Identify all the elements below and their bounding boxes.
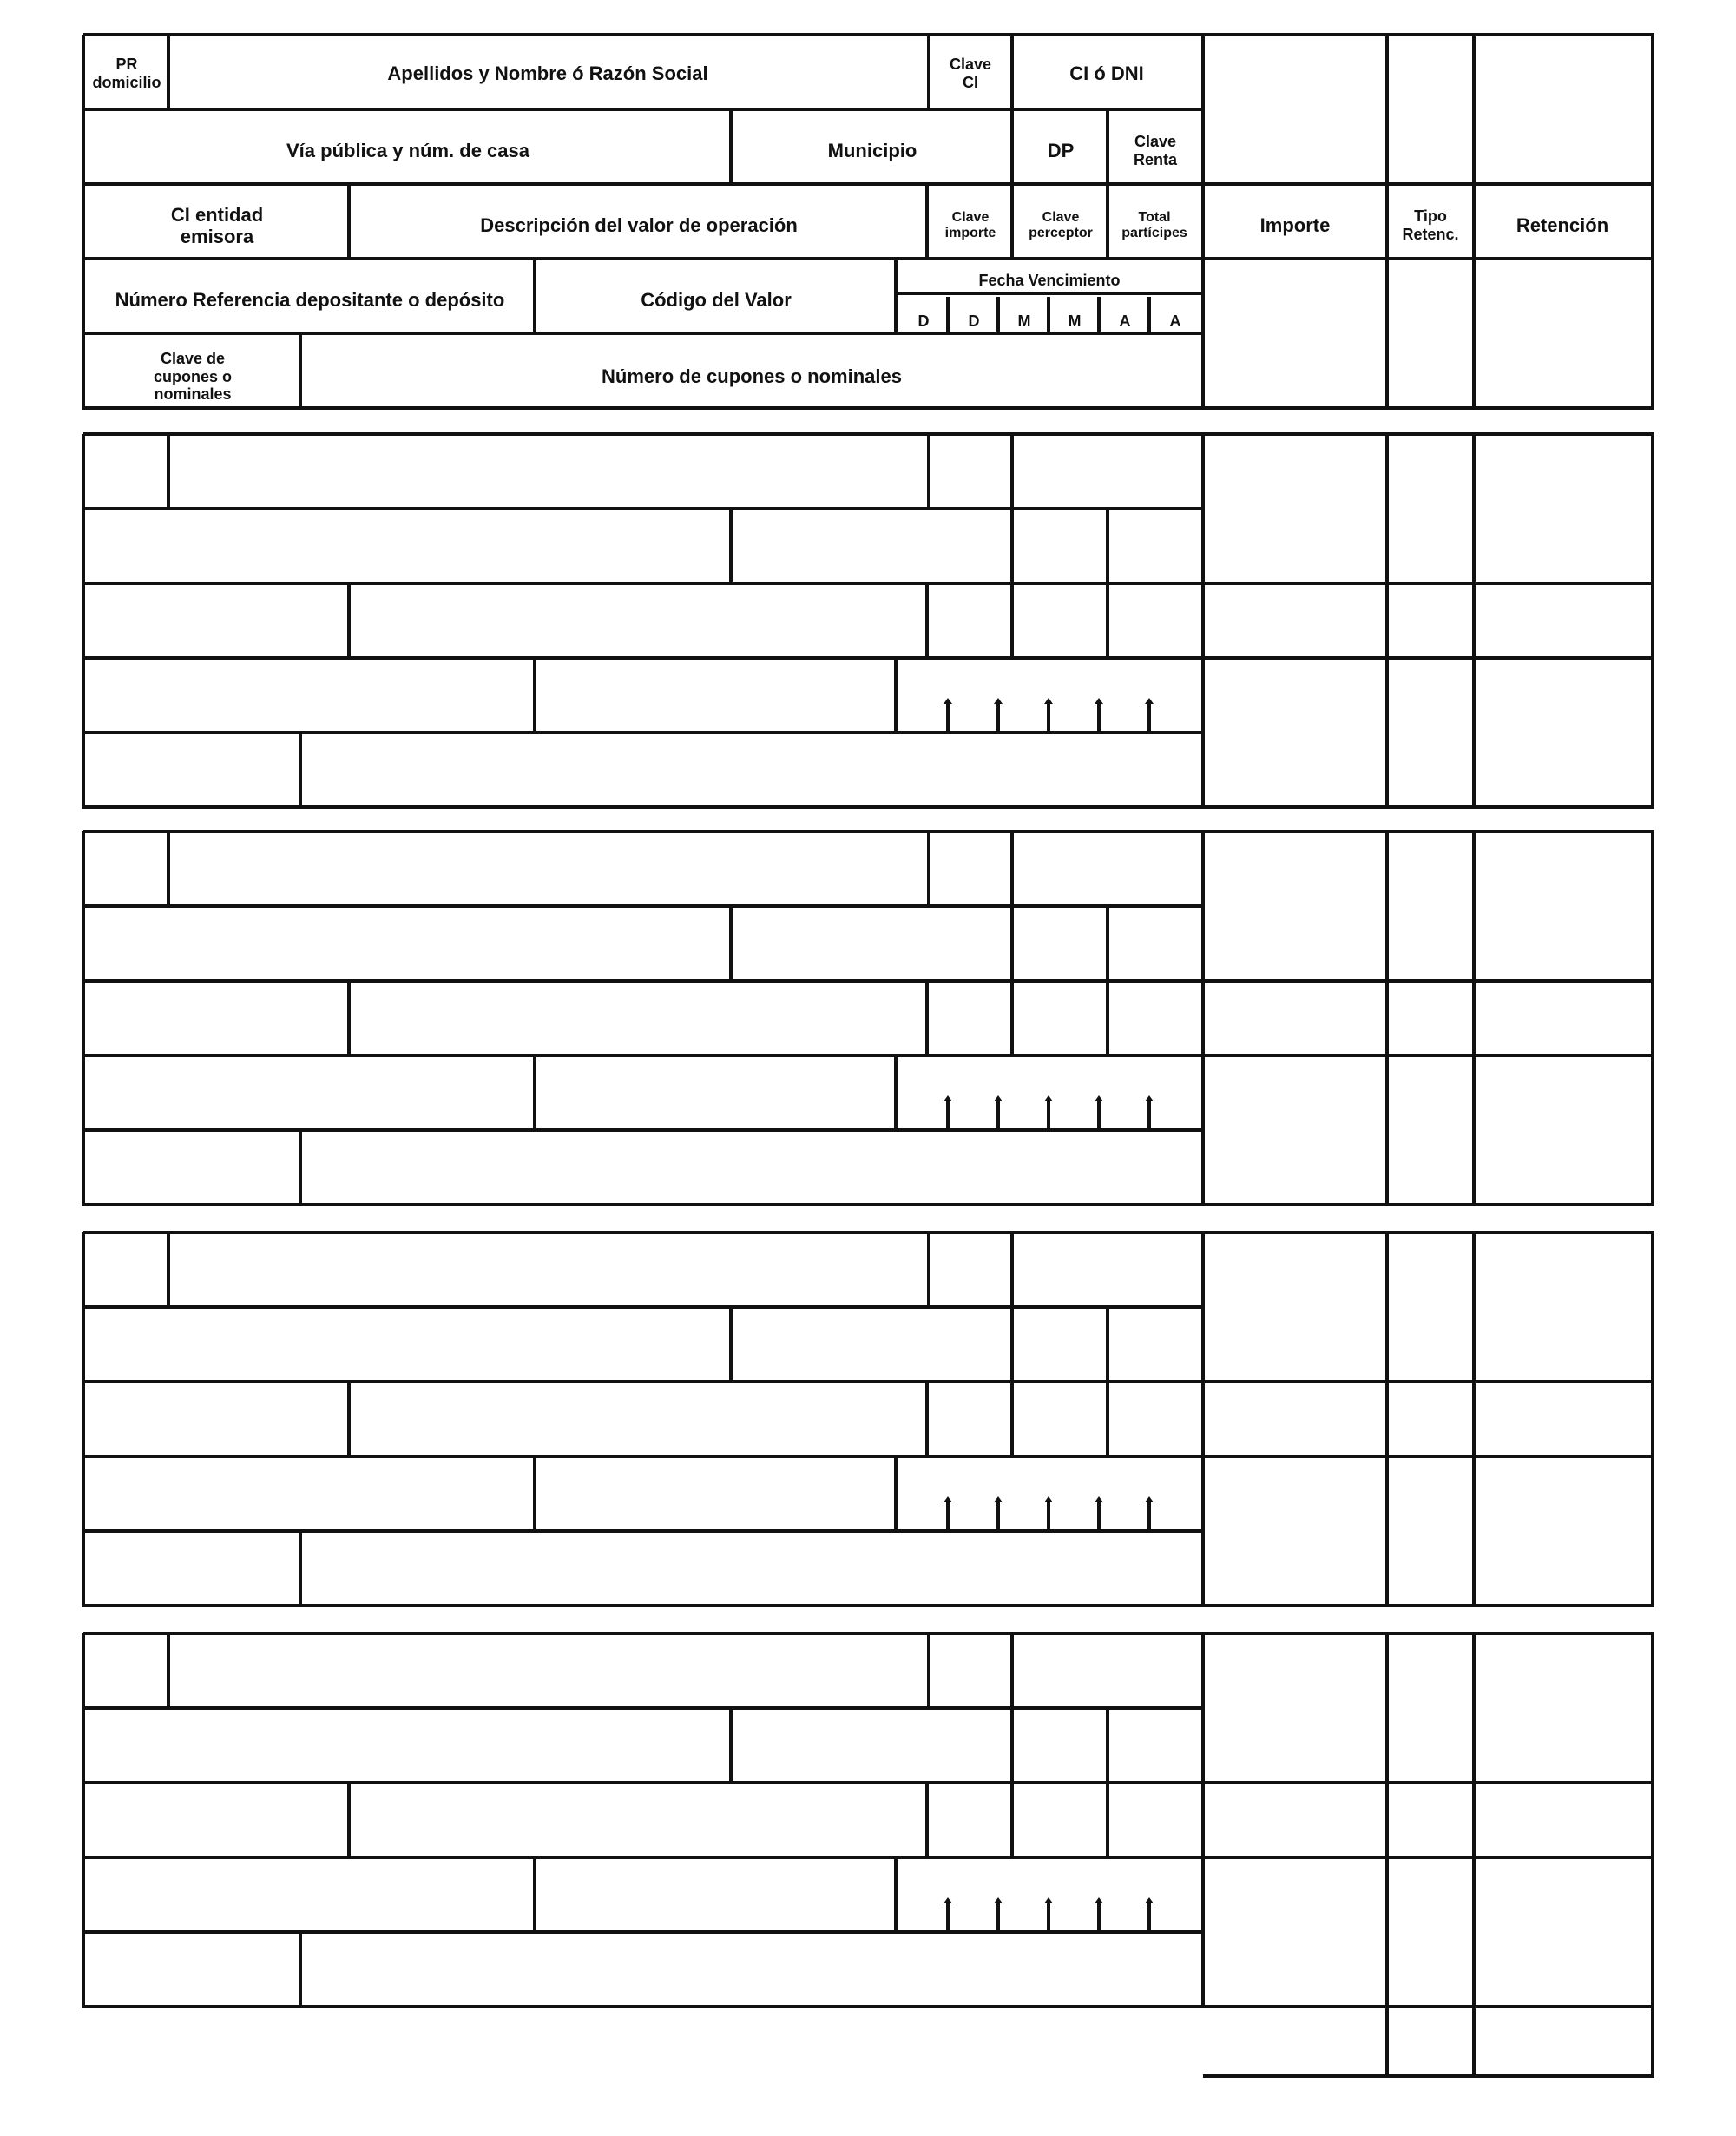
date-letter-d2: D [968,312,980,330]
entry-4-importe-field[interactable] [1207,1786,1384,1854]
rule-line [533,658,536,734]
codigo-valor-label: Código del Valor [641,289,792,312]
rule-line [347,1382,351,1458]
rule-line [1106,906,1109,983]
rule-line [1010,831,1014,908]
rule-line [1203,406,1654,410]
entry-4-fecha-vencimiento-field[interactable] [899,1861,1200,1929]
rule-line [1010,109,1014,186]
rule-line [1010,1708,1014,1784]
rule-line [167,434,170,510]
rule-line [83,332,1205,335]
rule-line [927,1633,930,1710]
entry-2-tipo-retenc-field[interactable] [1391,984,1470,1052]
rule-line [894,658,898,734]
rule-line [299,333,302,410]
rule-line [1651,831,1654,1206]
rule-line [83,1231,1205,1234]
rule-line [1010,434,1014,510]
rule-line [1203,2074,1654,2078]
rule-line [82,1633,85,2008]
rule-line [167,35,170,111]
rule-line [1203,805,1654,809]
rule-line [299,1932,302,2008]
entry-1-retencion-field[interactable] [1477,587,1649,654]
numero-referencia-label: Número Referencia depositante o depósito [115,289,505,312]
entry-3-via-publica-field[interactable] [87,1311,731,1378]
entry-1-descripcion-field[interactable] [352,587,924,654]
entry-1-municipio-field[interactable] [734,512,1009,580]
rule-line [925,583,929,660]
entry-4-retencion-field[interactable] [1477,1786,1649,1854]
rule-line [1010,906,1014,983]
rule-line [83,1856,1205,1859]
rule-line [1010,35,1014,111]
rule-line [925,1382,929,1458]
rule-line [925,1783,929,1859]
rule-line [82,434,85,809]
date-divider [996,297,1000,335]
rule-line [83,1930,1205,1934]
rule-line [1651,35,1654,410]
clave-ci-label: Clave CI [949,56,992,91]
rule-line [533,259,536,335]
clave-cupones-label: Clave de cupones o nominales [153,349,232,404]
entry-4-apellidos-field[interactable] [172,1637,925,1705]
rule-line [1010,509,1014,585]
date-letter-m1: M [1017,312,1031,330]
rule-line [1203,1231,1654,1234]
rule-line [1010,1783,1014,1859]
date-divider [1097,297,1101,335]
rule-line [1203,830,1654,833]
rule-line [1010,1232,1014,1309]
entry-1-tipo-retenc-field[interactable] [1391,587,1470,654]
rule-line [927,35,930,111]
rule-line [1010,583,1014,660]
entry-4-tipo-retenc-field[interactable] [1391,1786,1470,1854]
rule-line [167,1232,170,1309]
entry-3-codigo-valor-field[interactable] [538,1460,892,1528]
rule-line [1385,1232,1389,1607]
entry-2-descripcion-field[interactable] [352,984,924,1052]
rule-line [347,1783,351,1859]
tipo-retenc-label: Tipo Retenc. [1402,207,1459,243]
rule-line [83,1054,1205,1057]
date-letter-a1: A [1119,312,1131,330]
rule-line [1106,1382,1109,1458]
date-divider [1147,297,1151,335]
rule-line [1203,33,1654,36]
rule-line [533,1456,536,1533]
rule-line [1651,434,1654,809]
rule-line [533,1857,536,1934]
ci-dni-label: CI ó DNI [1069,62,1144,85]
entry-3-municipio-field[interactable] [734,1311,1009,1378]
rule-line [1106,981,1109,1057]
rule-line [894,1055,898,1132]
rule-line [1472,434,1476,809]
rule-line [83,1604,1205,1607]
apellidos-nombre-label: Apellidos y Nombre ó Razón Social [387,62,708,85]
rule-line [1203,1054,1654,1057]
rule-line [894,259,898,335]
rule-line [83,979,1205,983]
rule-line [1651,1232,1654,1607]
entry-2-via-publica-field[interactable] [87,910,731,977]
entry-2-municipio-field[interactable] [734,910,1009,977]
date-divider [946,297,950,335]
ci-entidad-emisora-label: CI entidad emisora [170,203,264,247]
rule-line [1203,182,1654,186]
rule-line [299,1531,302,1607]
entry-4-via-publica-field[interactable] [87,1712,731,1779]
rule-line [1203,1856,1654,1859]
rule-line [83,1781,1205,1784]
rule-line [1203,1781,1654,1784]
rule-line [83,1529,1205,1533]
rule-line [82,831,85,1206]
rule-line [83,582,1205,585]
entry-3-fecha-vencimiento-field[interactable] [899,1460,1200,1528]
rule-line [1010,1633,1014,1710]
rule-line [1203,1380,1654,1383]
rule-line [1203,979,1654,983]
rule-line [1010,981,1014,1057]
rule-line [1201,1633,1205,2008]
rule-line [894,1456,898,1533]
rule-line [1203,2005,1654,2008]
rule-line [1203,257,1654,260]
rule-line [1106,184,1109,260]
rule-line [533,1055,536,1132]
clave-renta-label: Clave Renta [1133,133,1177,168]
clave-perceptor-label: Clave perceptor [1029,209,1093,240]
entry-4-numero-cupones-field[interactable] [304,1936,1200,2003]
rule-line [1106,509,1109,585]
rule-line [83,2005,1205,2008]
rule-line [925,184,929,260]
rule-line [1203,432,1654,436]
entry-4-codigo-valor-field[interactable] [538,1861,892,1929]
entry-3-numero-cupones-field[interactable] [304,1535,1200,1602]
numero-cupones-label: Número de cupones o nominales [602,365,902,388]
rule-line [1106,583,1109,660]
entry-4-municipio-field[interactable] [734,1712,1009,1779]
entry-2-fecha-vencimiento-field[interactable] [899,1059,1200,1127]
rule-line [83,108,1205,111]
rule-line [1385,434,1389,809]
entry-1-numero-cupones-field[interactable] [304,736,1200,804]
entry-1-fecha-vencimiento-field[interactable] [899,661,1200,729]
rule-line [83,1203,1205,1206]
rule-line [1106,1307,1109,1383]
rule-line [83,182,1205,186]
rule-line [83,656,1205,660]
rule-line [82,35,85,410]
rule-line [83,904,1205,908]
rule-line [1203,1203,1654,1206]
descripcion-valor-label: Descripción del valor de operación [480,214,798,237]
entry-1-codigo-valor-field[interactable] [538,661,892,729]
rule-line [1201,35,1205,410]
rule-line [83,731,1205,734]
rule-line [299,1130,302,1206]
rule-line [1203,582,1654,585]
rule-line [347,184,351,260]
rule-line [83,406,1205,410]
rule-line [1106,109,1109,186]
rule-line [83,33,1205,36]
rule-line [83,830,1205,833]
date-letter-a2: A [1169,312,1181,330]
rule-line [167,831,170,908]
rule-line [927,831,930,908]
entry-1-importe-field[interactable] [1207,587,1384,654]
rule-line [167,1633,170,1710]
date-letter-m2: M [1068,312,1082,330]
rule-line [1106,1708,1109,1784]
rule-line [83,1455,1205,1458]
rule-line [1385,831,1389,1206]
rule-line [1472,35,1476,410]
rule-line [1201,434,1205,809]
rule-line [1010,184,1014,260]
dp-label: DP [1047,140,1075,162]
rule-line [1010,1382,1014,1458]
rule-line [83,1305,1205,1309]
retencion-label: Retención [1516,214,1609,237]
rule-line [83,1632,1205,1635]
pr-domicilio-label: PR domicilio [92,56,161,91]
entry-1-via-publica-field[interactable] [87,512,731,580]
rule-line [83,1706,1205,1710]
entry-3-retencion-field[interactable] [1477,1385,1649,1453]
entry-3-descripcion-field[interactable] [352,1385,924,1453]
entry-2-retencion-field[interactable] [1477,984,1649,1052]
rule-line [82,1232,85,1607]
rule-line [299,733,302,809]
total-participes-label: Total partícipes [1121,209,1187,240]
entry-1-apellidos-field[interactable] [172,437,925,505]
rule-line [927,434,930,510]
rule-line [729,109,733,186]
date-divider [1047,297,1050,335]
entry-2-apellidos-field[interactable] [172,835,925,903]
rule-line [1203,1455,1654,1458]
rule-line [83,507,1205,510]
date-sub-line [896,292,1205,295]
rule-line [1203,1632,1654,1635]
entry-2-importe-field[interactable] [1207,984,1384,1052]
rule-line [1106,1783,1109,1859]
entry-3-apellidos-field[interactable] [172,1236,925,1304]
rule-line [1472,831,1476,1206]
rule-line [927,1232,930,1309]
rule-line [1203,656,1654,660]
municipio-label: Municipio [827,140,917,162]
rule-line [1201,1232,1205,1607]
rule-line [1010,1307,1014,1383]
rule-line [347,583,351,660]
rule-line [347,981,351,1057]
date-letter-d1: D [917,312,930,330]
rule-line [83,805,1205,809]
clave-importe-label: Clave importe [944,209,996,240]
rule-line [925,981,929,1057]
fecha-vencimiento-label: Fecha Vencimiento [978,271,1121,289]
rule-line [1203,1604,1654,1607]
via-publica-label: Vía pública y núm. de casa [286,140,529,162]
rule-line [83,432,1205,436]
rule-line [83,1380,1205,1383]
importe-label: Importe [1259,214,1331,237]
rule-line [1472,1232,1476,1607]
entry-3-tipo-retenc-field[interactable] [1391,1385,1470,1453]
rule-line [83,1128,1205,1132]
rule-line [1385,35,1389,410]
entry-2-codigo-valor-field[interactable] [538,1059,892,1127]
entry-4-descripcion-field[interactable] [352,1786,924,1854]
rule-line [83,257,1205,260]
rule-line [894,1857,898,1934]
entry-2-numero-cupones-field[interactable] [304,1134,1200,1201]
entry-3-importe-field[interactable] [1207,1385,1384,1453]
rule-line [1201,831,1205,1206]
